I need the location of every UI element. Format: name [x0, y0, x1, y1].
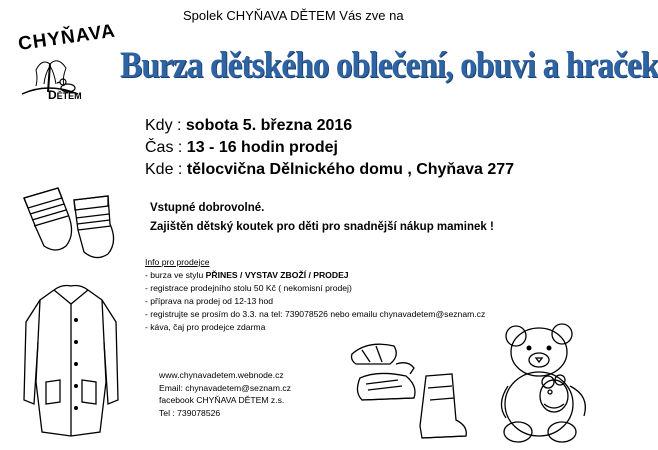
event-place-label: Kde : — [145, 161, 187, 178]
event-headline: Burza dětského oblečení, obuvi a hraček — [120, 45, 658, 86]
event-time-value: 13 - 16 hodin prodej — [186, 139, 338, 156]
seller-info-item: - registrujte se prosím do 3.3. na tel: 739078526 nebo emailu chynavadetem@seznam.cz — [145, 309, 486, 319]
shoes-icon — [348, 334, 473, 444]
event-time-label: Čas : — [145, 139, 187, 156]
seller-info-item1-prefix: - burza ve stylu — [145, 270, 206, 280]
logo-subtitle-initial: D — [48, 88, 57, 102]
seller-info-item: - registrace prodejního stolu 50 Kč ( nekomisní prodej) — [145, 283, 352, 293]
logo-subtitle — [48, 88, 82, 102]
seller-info-item: - příprava na prodej od 12-13 hod — [145, 296, 274, 306]
seller-info-item1-bold: PŘINES / VYSTAV ZBOŽÍ / PRODEJ — [205, 270, 349, 280]
seller-info-block — [145, 256, 485, 334]
event-date-line — [145, 117, 352, 135]
seller-info-item — [145, 269, 485, 282]
kids-corner-note: Zajištěn dětský koutek pro děti pro snadnější nákup maminek ! — [150, 221, 494, 233]
event-time-line — [145, 139, 338, 157]
teddy-bear-icon — [492, 320, 596, 446]
seller-info-item: - káva, čaj pro prodejce zdarma — [145, 322, 266, 332]
contact-website: www.chynavadetem.webnode.cz — [159, 370, 284, 380]
logo-title: CHYŇAVA — [16, 20, 118, 56]
contact-phone: Tel : 739078526 — [159, 407, 221, 418]
contact-block — [159, 369, 291, 419]
socks-icon — [18, 184, 128, 264]
event-date-value: sobota 5. března 2016 — [185, 117, 353, 134]
contact-email: Email: chynavadetem@seznam.cz — [159, 382, 291, 393]
entry-fee-note: Vstupné dobrovolné. — [150, 202, 265, 214]
event-place-value: tělocvična Dělnického domu , Chyňava 277 — [186, 161, 515, 178]
event-place-line — [145, 161, 514, 179]
logo-subtitle-rest: ĚTEM — [56, 91, 82, 101]
contact-facebook: facebook CHYŇAVA DĚTEM z.s. — [159, 395, 285, 405]
seller-info-title: Info pro prodejce — [145, 257, 210, 267]
event-date-label: Kdy : — [145, 117, 186, 134]
header-org-text: Spolek CHYŇAVA DĚTEM Vás zve na — [183, 8, 404, 23]
coat-icon — [18, 282, 124, 444]
